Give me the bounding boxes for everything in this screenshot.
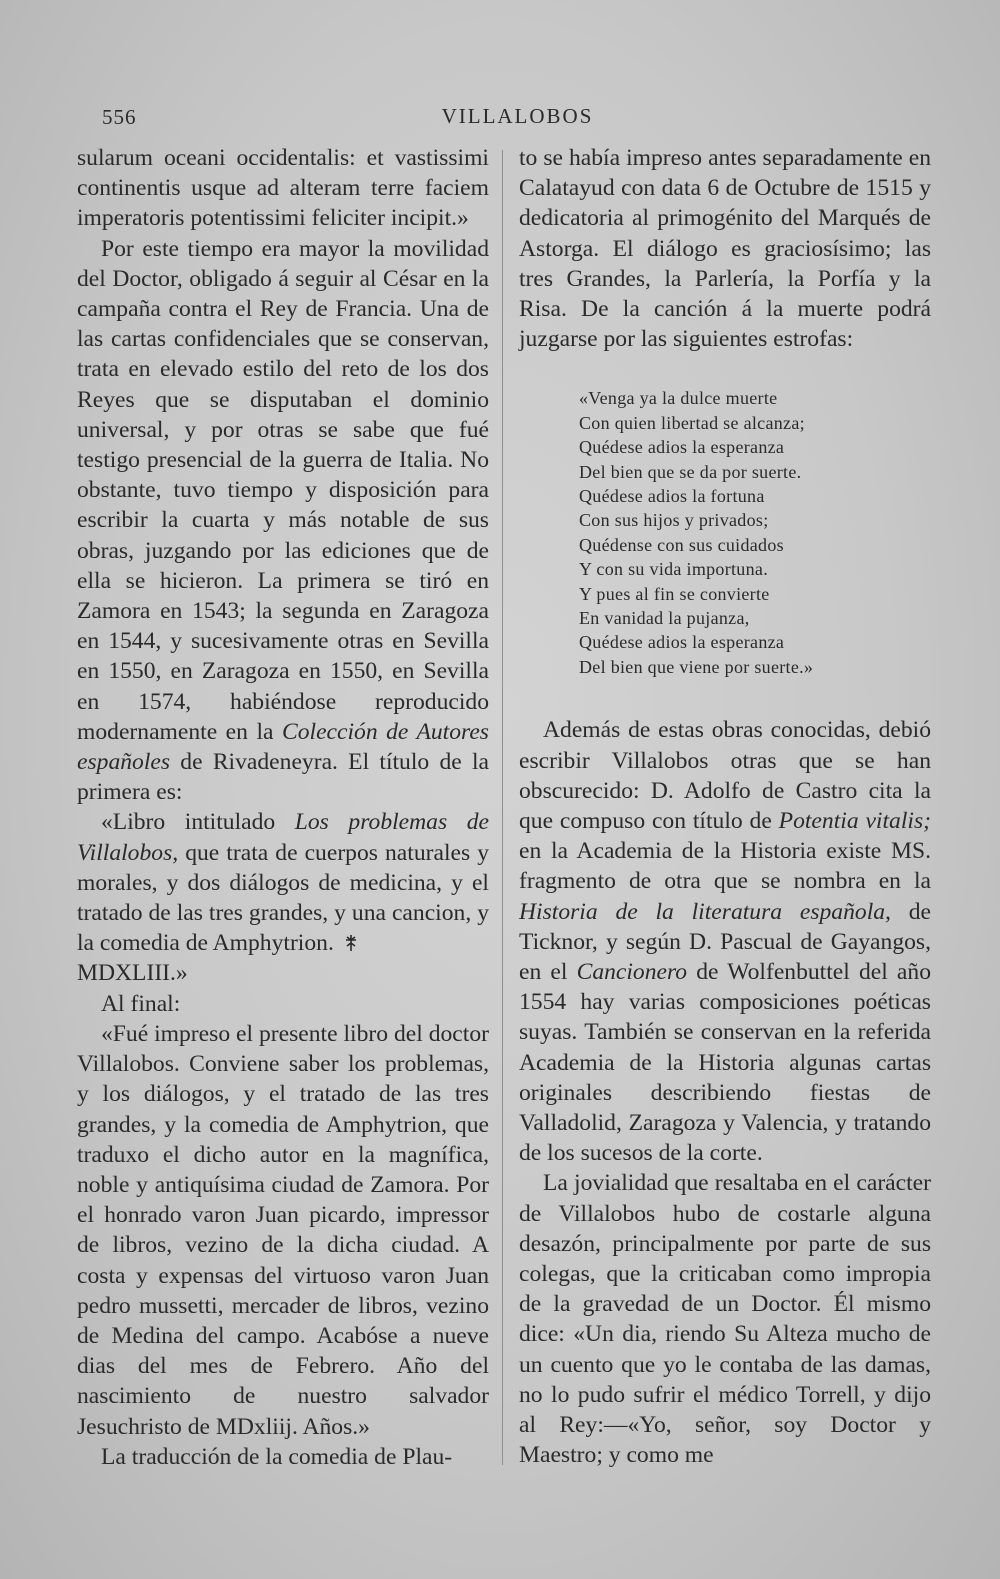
poem-verse [579, 386, 931, 679]
paragraph-text: «Libro intitulado [101, 809, 295, 836]
italic-title: Historia de la literatura española, [519, 898, 891, 925]
verse-line: Quédese adios la esperanza [579, 632, 785, 653]
paragraph: sularum oceani occidentalis: et vastissimi continentis usque ad alteram terre faciem imperatoris potentissimi feliciter incipit.» [77, 145, 489, 232]
paragraph-text: en la Academia de la Historia existe MS. fragmento de otra que se nombra en la [519, 838, 931, 895]
verse-line: En vanidad la pujanza, [579, 608, 750, 629]
verse-line: Quédese adios la esperanza [579, 437, 785, 458]
paragraph: Al final: [101, 990, 181, 1017]
right-column [519, 143, 931, 1470]
colophon-quote: «Fué impreso el presente libro del doctor Villalobos. Conviene saber los problemas, y los diálogos, y el tratado de las tres grandes, y la comedia de Amphytrion, que traduxo el dicho autor en la magnífica, noble y antiquísima ciudad de Zamora. Por el honrado varon Juan picardo, impressor de libros, vezino de la dicha ciudad. A costa y expensas del virtuoso varon Juan pedro mussetti, mercader de libros, vezino de Medina del campo. Acabóse a nueve dias del mes de Febrero. Año del nascimiento de nuestro salvador Jesuchristo de MDxliij. Años.» [77, 1020, 489, 1440]
paragraph: La traducción de la comedia de Plau- [101, 1443, 453, 1470]
verse-line: «Venga ya la dulce muerte [579, 388, 778, 409]
paragraph: La jovialidad que resaltaba en el carácter de Villalobos hubo de costarle alguna desazón, principalmente por parte de sus colegas, que la criticaban como impropia de la gravedad de un Doctor. Él mismo dice: «Un dia, riendo Su Alteza mucho de un cuento que yo le contaba de las damas, no lo pudo sufrir el médico Torrell, y dijo al Rey:—«Yo, señor, soy Doctor y Maestro; y como me [519, 1170, 931, 1469]
paragraph [519, 715, 931, 1168]
paragraph-text: de Rivadeneyra. El título de la primera es: [77, 749, 489, 806]
paragraph-text: Por este tiempo era mayor la movilidad del Doctor, obligado á seguir al César en la campaña contra el Rey de Francia. Una de las cartas confidenciales que se conservan, trata en elevado estilo del reto de los dos Reyes que se disputaban el dominio universal, y por otras se sabe que fué testigo presencial de la guerra de Italia. No obstante, tuvo tiempo y disposición para escribir la cuarta y más notable de sus obras, juzgando por las ediciones que de ella se hicieron. La primera se tiró en Zamora en 1543; la segunda en Zaragoza en 1544, y sucesivamente otras en Sevilla en 1550, en Zaragoza en 1550, en Sevilla en 1574, habiéndose reproducido modernamente en la [77, 235, 489, 745]
verse-line: Con quien libertad se alcanza; [579, 412, 805, 433]
printer-mark-icon [344, 934, 358, 952]
paragraph: to se había impreso antes separadamente en Calatayud con data 6 de Octubre de 1515 y dedicatoria al primogénito del Marqués de Astorga. El diálogo es graciosísimo; las tres Grandes, la Parlería, la Porfía y la Risa. De la canción á la muerte podrá juzgarse por las siguientes estrofas: [519, 145, 931, 353]
italic-title: Colección de Autores españoles [77, 718, 489, 776]
paragraph [77, 234, 489, 808]
paragraph-text: de Ticknor, y según D. Pascual de Gayangos, en el [519, 898, 932, 985]
verse-line: Y pues al fin se convierte [579, 583, 770, 604]
page-number: 556 [102, 105, 137, 129]
paragraph-text: de Wolfenbuttel del año 1554 hay varias composiciones poéticas suyas. También se conservan en la referida Academia de la Historia algunas cartas originales describiendo fiestas de Valladolid, Zaragoza y Valencia, y tratando de los sucesos de la corte. [519, 958, 931, 1167]
verse-line: Y con su vida importuna. [579, 559, 769, 580]
verse-line: Quédese adios la fortuna [579, 486, 765, 507]
paragraph-text: Además de estas obras conocidas, debió escribir Villalobos otras que se han obscurecido: D. Adolfo de Castro cita la que compuso con título de [519, 717, 931, 834]
italic-title: Potentia vitalis; [778, 807, 931, 834]
verse-line: Con sus hijos y privados; [579, 510, 769, 531]
column-divider [502, 150, 503, 1465]
verse-line: Del bien que viene por suerte.» [579, 656, 814, 677]
running-title: VILLALOBOS [441, 104, 594, 128]
paragraph-text: MDXLIII.» [77, 960, 188, 987]
italic-title: Cancionero [576, 958, 688, 985]
verse-line: Quédense con sus cuidados [579, 534, 784, 555]
running-header [100, 101, 935, 131]
verse-line: Del bien que se da por suerte. [579, 461, 802, 482]
quoted-title [77, 807, 489, 988]
paragraph-text: que trata de cuerpos naturales y morales, y dos diálogos de medicina, y el tratado de las tres grandes, y una cancion, y la comedia de Amphytrion. [77, 839, 489, 957]
italic-title: Los problemas de Villalobos, [77, 809, 489, 866]
left-column [77, 143, 489, 1472]
